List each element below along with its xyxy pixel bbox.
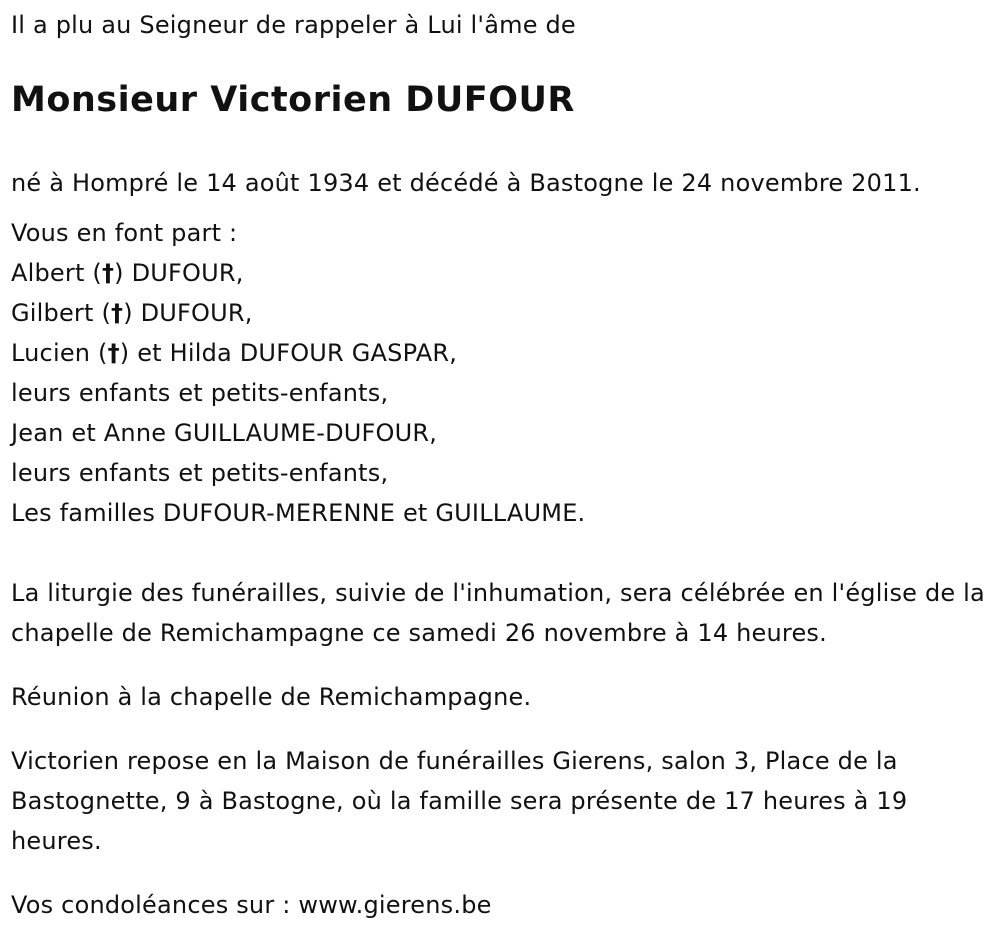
- repose-paragraph: Victorien repose en la Maison de funérailles Gierens, salon 3, Place de la Bastognette, 9 à Bastogne, où la famille sera présente de 17 heures à 19 heures.: [11, 747, 908, 855]
- cross-icon: †: [111, 299, 124, 327]
- family-line: Jean et Anne GUILLAUME-DUFOUR,: [11, 419, 438, 447]
- liturgy-paragraph: La liturgie des funérailles, suivie de l'inhumation, sera célébrée en l'église de la chapelle de Remichampagne ce samedi 26 novembre à 14 heures.: [11, 579, 985, 647]
- condolences-link[interactable]: www.gierens.be: [298, 891, 492, 919]
- family-member-gilbert: [11, 293, 991, 333]
- family-line: Les familles DUFOUR-MERENNE et GUILLAUME.: [11, 499, 586, 527]
- family-member-albert: [11, 253, 991, 293]
- deceased-name: Monsieur Victorien DUFOUR: [11, 80, 575, 120]
- family-heading: Vous en font part :: [11, 219, 238, 247]
- cross-icon: †: [101, 259, 115, 287]
- obituary-notice: [11, 0, 991, 949]
- cross-icon: †: [107, 339, 120, 367]
- condolences-line: [11, 885, 991, 925]
- condolences-label: Vos condoléances sur :: [11, 891, 299, 919]
- intro-text: Il a plu au Seigneur de rappeler à Lui l'âme de: [11, 11, 576, 39]
- family-announcement: [11, 213, 991, 533]
- family-line: leurs enfants et petits-enfants,: [11, 459, 389, 487]
- member-surname: ) et Hilda DUFOUR GASPAR,: [119, 339, 458, 367]
- family-member-lucien: [11, 333, 991, 373]
- member-surname: ) DUFOUR,: [123, 299, 253, 327]
- member-name: Albert (: [11, 259, 102, 287]
- member-name: Lucien (: [11, 339, 108, 367]
- family-line: leurs enfants et petits-enfants,: [11, 379, 389, 407]
- member-name: Gilbert (: [11, 299, 112, 327]
- birth-death-dates: né à Hompré le 14 août 1934 et décédé à Bastogne le 24 novembre 2011.: [11, 169, 921, 197]
- reunion-paragraph: Réunion à la chapelle de Remichampagne.: [11, 683, 532, 711]
- member-surname: ) DUFOUR,: [114, 259, 244, 287]
